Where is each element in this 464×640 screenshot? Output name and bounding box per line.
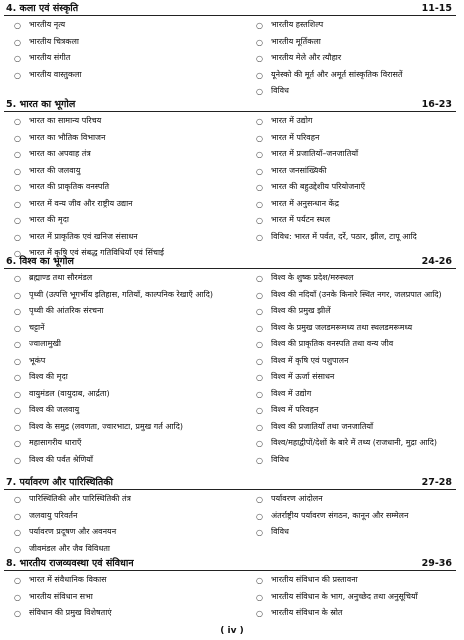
list-item-text: पर्यावरण प्रदूषण और अवनयन: [29, 527, 117, 536]
right-list-item: [256, 215, 456, 226]
right-list-item: [256, 232, 456, 243]
list-item-text: भारतीय चित्रकला: [29, 36, 79, 46]
left-list-item: [14, 199, 228, 210]
list-item-text: ज्वालामुखी: [29, 339, 61, 348]
circle-bullet-icon: [256, 234, 263, 241]
circle-bullet-icon: [256, 358, 263, 365]
circle-bullet-icon: [14, 217, 21, 224]
list-item-text: भारत जनसांख्यिकी: [271, 165, 327, 175]
circle-bullet-icon: [14, 135, 21, 142]
left-list-item: [14, 149, 228, 160]
toc-section: [0, 255, 464, 464]
section-page-range: 29-36: [421, 558, 452, 569]
list-item-text: विश्व के समुद्र (लवणता, ज्वारभाटा, प्रमुख गर्त आदि): [29, 421, 183, 431]
left-list-item: [14, 422, 228, 433]
list-item-text: विश्व में कृषि एवं पशुपालन: [271, 355, 349, 365]
circle-bullet-icon: [14, 308, 21, 315]
circle-bullet-icon: [256, 88, 263, 95]
section-page-range: 16-23: [421, 99, 452, 110]
list-item-text: पृथ्वी की आंतरिक संरचना: [29, 306, 104, 315]
circle-bullet-icon: [14, 151, 21, 158]
left-list-item: [14, 438, 228, 449]
right-list-item: [256, 575, 456, 586]
list-item-text: विश्व की पर्वत श्रेणियाँ: [29, 454, 93, 464]
circle-bullet-icon: [256, 407, 263, 414]
right-list-item: [256, 372, 456, 383]
circle-bullet-icon: [14, 55, 21, 62]
left-list-item: [14, 273, 228, 284]
left-list-item: [14, 37, 228, 48]
circle-bullet-icon: [256, 135, 263, 142]
circle-bullet-icon: [14, 72, 21, 79]
list-item-text: विविध: [271, 86, 289, 95]
list-item-text: भारतीय मेले और त्यौहार: [271, 53, 342, 62]
section-header: [0, 476, 464, 490]
list-item-text: जीवमंडल और जैव विविधता: [29, 543, 111, 553]
left-list-item: [14, 455, 228, 466]
left-list-item: [14, 356, 228, 367]
list-item-text: विश्व में उद्योग: [271, 388, 312, 398]
left-list-item: [14, 70, 228, 81]
circle-bullet-icon: [14, 234, 21, 241]
list-item-text: भारत का सामान्य परिचय: [29, 116, 102, 125]
left-list-item: [14, 511, 228, 522]
section-page-range: 11-15: [421, 3, 452, 14]
list-item-text: ब्रह्माण्ड तथा सौरमंडल: [29, 273, 93, 282]
toc-section: [0, 98, 464, 257]
section-title: 8. भारतीय राजव्यवस्था एवं संविधान: [6, 558, 134, 569]
right-list-item: [256, 20, 456, 31]
left-list-item: [14, 215, 228, 226]
left-list-item: [14, 290, 228, 301]
list-item-text: महासागरीय धाराएँ: [29, 438, 82, 447]
left-list-item: [14, 405, 228, 416]
circle-bullet-icon: [14, 374, 21, 381]
circle-bullet-icon: [256, 374, 263, 381]
list-item-text: विश्व में परिवहन: [271, 405, 319, 414]
list-item-text: विश्व में ऊर्जा संसाधन: [271, 372, 335, 381]
circle-bullet-icon: [14, 407, 21, 414]
list-item-text: भारतीय संविधान सभा: [29, 591, 93, 601]
section-title: 5. भारत का भूगोल: [6, 99, 76, 110]
circle-bullet-icon: [14, 457, 21, 464]
left-list-item: [14, 116, 228, 127]
list-item-text: विश्व की प्राकृतिक वनस्पति तथा वन्य जीव: [271, 339, 394, 348]
circle-bullet-icon: [14, 184, 21, 191]
right-list-item: [256, 356, 456, 367]
list-item-text: भारत की मृदा: [29, 215, 69, 224]
left-list-item: [14, 608, 228, 619]
section-divider: [4, 570, 456, 571]
circle-bullet-icon: [256, 275, 263, 282]
left-list-item: [14, 592, 228, 603]
list-item-text: भारतीय हस्तशिल्प: [271, 20, 324, 29]
right-list-item: [256, 494, 456, 505]
list-item-text: भारत में संवैधानिक विकास: [29, 575, 107, 584]
section-title: 4. कला एवं संस्कृति: [6, 3, 79, 14]
circle-bullet-icon: [256, 217, 263, 224]
right-list-item: [256, 53, 456, 64]
list-item-text: भारत में कृषि एवं संबद्ध गतिविधियाँ एवं सिंचाई: [29, 248, 164, 257]
left-list-item: [14, 339, 228, 350]
list-item-text: विश्व की प्रजातियाँ तथा जनजातियाँ: [271, 421, 374, 431]
circle-bullet-icon: [14, 325, 21, 332]
list-item-text: संविधान की प्रमुख विशेषताएं: [29, 608, 112, 617]
circle-bullet-icon: [256, 496, 263, 503]
right-list-item: [256, 133, 456, 144]
list-item-text: भारत में परिवहन: [271, 132, 320, 142]
circle-bullet-icon: [256, 513, 263, 520]
right-list-item: [256, 306, 456, 317]
list-item-text: भारत की बहुउद्देशीय परियोजनाएँ: [271, 182, 366, 191]
circle-bullet-icon: [14, 168, 21, 175]
section-title: 7. पर्यावरण और पारिस्थितिकी: [6, 477, 114, 488]
section-page-range: 24-26: [421, 256, 452, 267]
right-list-item: [256, 405, 456, 416]
list-item-text: भारत में प्रजातियाँ–जनजातियाँ: [271, 149, 359, 158]
section-header: [0, 255, 464, 269]
circle-bullet-icon: [256, 325, 263, 332]
circle-bullet-icon: [256, 457, 263, 464]
list-item-text: भारत में पर्यटन स्थल: [271, 215, 331, 224]
right-list-item: [256, 166, 456, 177]
left-list-item: [14, 166, 228, 177]
section-divider: [4, 15, 456, 16]
circle-bullet-icon: [14, 440, 21, 447]
circle-bullet-icon: [14, 22, 21, 29]
circle-bullet-icon: [256, 292, 263, 299]
circle-bullet-icon: [14, 201, 21, 208]
right-list-item: [256, 290, 456, 301]
circle-bullet-icon: [14, 513, 21, 520]
section-header: [0, 2, 464, 16]
list-item-text: भारतीय संविधान के भाग, अनुच्छेद तथा अनुसूचियाँ: [271, 591, 418, 601]
right-list-item: [256, 70, 456, 81]
left-list-item: [14, 20, 228, 31]
right-list-item: [256, 199, 456, 210]
toc-section: [0, 476, 464, 553]
right-list-item: [256, 527, 456, 538]
list-item-text: भारतीय मूर्तिकला: [271, 36, 321, 46]
list-item-text: विश्व की नदियाँ (उनके किनारे स्थित नगर, जलप्रपात आदि): [271, 289, 442, 299]
list-item-text: भारत का अपवाह तंत्र: [29, 149, 91, 158]
circle-bullet-icon: [14, 496, 21, 503]
list-item-text: वायुमंडल (वायुदाब, आर्द्रता): [29, 388, 110, 398]
list-item-text: विश्व की मृदा: [29, 372, 68, 381]
list-item-text: भारत में अनुसन्धान केंद्र: [271, 198, 339, 208]
section-divider: [4, 489, 456, 490]
right-list-item: [256, 511, 456, 522]
circle-bullet-icon: [14, 529, 21, 536]
circle-bullet-icon: [14, 577, 21, 584]
section-divider: [4, 111, 456, 112]
left-list-item: [14, 372, 228, 383]
circle-bullet-icon: [256, 118, 263, 125]
circle-bullet-icon: [256, 341, 263, 348]
section-page-range: 27-28: [421, 477, 452, 488]
circle-bullet-icon: [14, 39, 21, 46]
circle-bullet-icon: [256, 529, 263, 536]
list-item-text: चट्टानें: [29, 322, 45, 332]
circle-bullet-icon: [14, 275, 21, 282]
section-divider: [4, 268, 456, 269]
circle-bullet-icon: [256, 184, 263, 191]
right-list-item: [256, 182, 456, 193]
circle-bullet-icon: [256, 151, 263, 158]
circle-bullet-icon: [256, 55, 263, 62]
right-list-item: [256, 37, 456, 48]
circle-bullet-icon: [256, 308, 263, 315]
list-item-text: भारत का भौतिक विभाजन: [29, 132, 106, 142]
list-item-text: जलवायु परिवर्तन: [29, 510, 78, 520]
toc-section: [0, 2, 464, 95]
right-list-item: [256, 149, 456, 160]
left-list-item: [14, 182, 228, 193]
right-list-item: [256, 116, 456, 127]
circle-bullet-icon: [256, 22, 263, 29]
left-list-item: [14, 389, 228, 400]
right-list-item: [256, 422, 456, 433]
list-item-text: यूनेस्को की मूर्त और अमूर्त सांस्कृतिक विरासतें: [271, 69, 403, 79]
section-title: 6. विश्व का भूगोल: [6, 256, 74, 267]
list-item-text: विश्व के प्रमुख जलडमरूमध्य तथा स्थलडमरूमध्य: [271, 322, 413, 332]
list-item-text: पारिस्थितिकी और पारिस्थितिकी तंत्र: [29, 494, 131, 503]
right-list-item: [256, 273, 456, 284]
left-list-item: [14, 494, 228, 505]
page-number: ( iv ): [220, 626, 244, 636]
left-list-item: [14, 306, 228, 317]
circle-bullet-icon: [14, 292, 21, 299]
circle-bullet-icon: [256, 201, 263, 208]
list-item-text: विविध: [271, 527, 289, 536]
list-item-text: भारतीय संगीत: [29, 53, 71, 62]
circle-bullet-icon: [14, 610, 21, 617]
list-item-text: भूकंप: [29, 355, 46, 365]
left-list-item: [14, 232, 228, 243]
left-list-item: [14, 323, 228, 334]
list-item-text: विश्व की प्रमुख झीलें: [271, 306, 331, 315]
right-list-item: [256, 339, 456, 350]
section-header: [0, 98, 464, 112]
list-item-text: अंतर्राष्ट्रीय पर्यावरण संगठन, कानून और सम्मेलन: [271, 510, 409, 520]
list-item-text: विश्व की जलवायु: [29, 405, 80, 414]
list-item-text: भारतीय वास्तुकला: [29, 69, 82, 79]
list-item-text: पृथ्वी (उत्पत्ति भूगर्भीय इतिहास, गतियाँ, काल्पनिक रेखाएँ आदि): [29, 289, 213, 299]
section-header: [0, 557, 464, 571]
list-item-text: विविध: [271, 454, 289, 464]
list-item-text: विविध: भारत में पर्वत, दर्रे, पठार, झील, टापू आदि: [271, 231, 417, 241]
list-item-text: भारत में उद्योग: [271, 116, 313, 125]
circle-bullet-icon: [256, 440, 263, 447]
circle-bullet-icon: [256, 577, 263, 584]
left-list-item: [14, 133, 228, 144]
circle-bullet-icon: [14, 341, 21, 348]
list-item-text: भारत में वन्य जीव और राष्ट्रीय उद्यान: [29, 198, 133, 208]
list-item-text: भारत की जलवायु: [29, 165, 81, 175]
right-list-item: [256, 455, 456, 466]
right-list-item: [256, 608, 456, 619]
right-list-item: [256, 86, 456, 97]
right-list-item: [256, 438, 456, 449]
circle-bullet-icon: [14, 118, 21, 125]
circle-bullet-icon: [256, 594, 263, 601]
circle-bullet-icon: [256, 424, 263, 431]
list-item-text: भारतीय संविधान की प्रस्तावना: [271, 575, 358, 584]
circle-bullet-icon: [256, 610, 263, 617]
right-list-item: [256, 389, 456, 400]
left-list-item: [14, 527, 228, 538]
left-list-item: [14, 575, 228, 586]
circle-bullet-icon: [14, 594, 21, 601]
left-list-item: [14, 53, 228, 64]
right-list-item: [256, 323, 456, 334]
list-item-text: भारतीय संविधान के स्रोत: [271, 608, 343, 617]
toc-section: [0, 557, 464, 617]
list-item-text: पर्यावरण आंदोलन: [271, 494, 323, 503]
list-item-text: विश्व/महाद्वीपों/देशों के बारे में तथ्य (राजधानी, मुद्रा आदि): [271, 438, 438, 447]
list-item-text: भारत में प्राकृतिक एवं खनिज संसाधन: [29, 231, 138, 241]
list-item-text: भारत की प्राकृतिक वनस्पति: [29, 182, 110, 191]
circle-bullet-icon: [256, 72, 263, 79]
right-list-item: [256, 592, 456, 603]
circle-bullet-icon: [14, 358, 21, 365]
list-item-text: भारतीय नृत्य: [29, 20, 66, 29]
circle-bullet-icon: [14, 546, 21, 553]
circle-bullet-icon: [14, 424, 21, 431]
left-list-item: [14, 544, 228, 555]
circle-bullet-icon: [256, 39, 263, 46]
list-item-text: विश्व के शुष्क प्रदेश/मरुस्थल: [271, 273, 354, 282]
circle-bullet-icon: [14, 391, 21, 398]
circle-bullet-icon: [256, 391, 263, 398]
circle-bullet-icon: [256, 168, 263, 175]
